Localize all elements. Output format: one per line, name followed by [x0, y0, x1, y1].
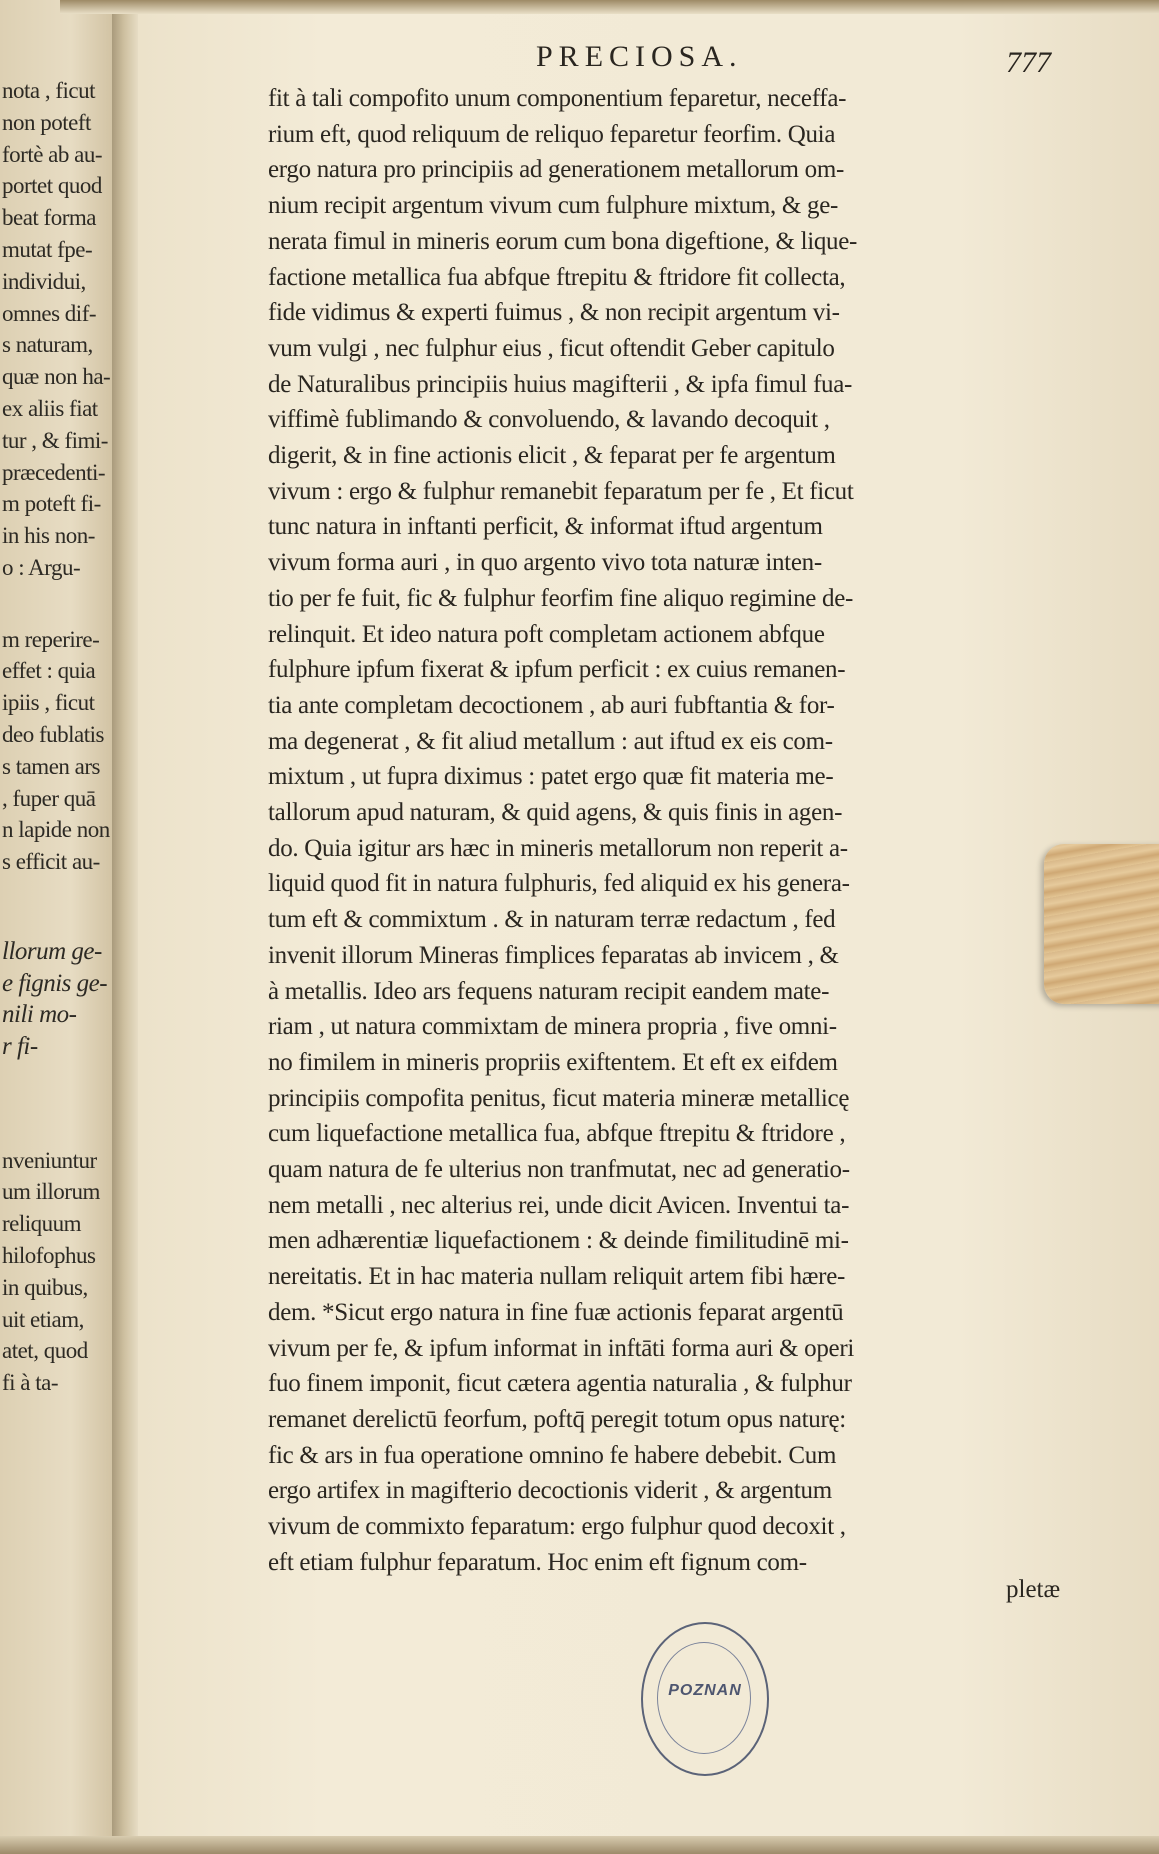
facing-page-line: , fuper quā [2, 785, 96, 811]
text-line: ma degenerat , & fit aliud metallum : aut iftud ex eis com- [268, 727, 833, 755]
facing-page-line: portet quod [2, 173, 102, 199]
facing-page-line: ipiis , ficut [2, 690, 95, 716]
text-line: ergo artifex in magifterio decoctionis viderit , & argentum [268, 1477, 832, 1505]
text-line: vivum per fe, & ipfum informat in inftāti forma auri & operi [268, 1334, 855, 1362]
page-top-edge [60, 0, 1159, 14]
text-line: digerit, & in fine actionis elicit , & feparat per fe argentum [268, 442, 836, 469]
text-line: principiis compofita penitus, ficut materia mineræ metallicę [268, 1084, 850, 1112]
text-line: cum liquefactione metallica fua, abfque ftrepitu & ftridore , [268, 1120, 846, 1148]
text-line: relinquit. Et ideo natura poft completam actionem abfque [268, 620, 825, 648]
facing-page-line: præcedenti- [2, 459, 106, 485]
page-number: 777 [1006, 46, 1051, 79]
facing-page-line: uit etiam, [2, 1306, 84, 1332]
facing-page-line: non poteft [2, 109, 91, 135]
facing-page-line: effet : quia [2, 658, 96, 684]
facing-page-line: hilofophus [2, 1243, 96, 1268]
text-line: fide vidimus & experti fuimus , & non recipit argentum vi- [268, 299, 840, 327]
text-line: fit à tali compofito unum componentium feparetur, neceffa- [268, 85, 847, 112]
stamp-text: POZNAN [668, 1682, 742, 1699]
text-line: vivum : ergo & fulphur remanebit feparatum per fe , Et ficut [268, 477, 854, 505]
facing-page-line: beat forma [2, 205, 96, 231]
text-line: eft etiam fulphur feparatum. Hoc enim eft fignum com- [268, 1548, 807, 1576]
text-line: tallorum apud naturam, & quid agens, & quis finis in agen- [268, 799, 843, 826]
text-line: nem metalli , nec alterius rei, unde dicit Avicen. Inventui ta- [268, 1191, 850, 1219]
text-line: men adhærentiæ liquefactionem : & deinde fimilitudinē mi- [268, 1227, 849, 1255]
facing-page-line: nota , ficut [2, 78, 95, 103]
text-line: dem. *Sicut ergo natura in fine fuæ actionis feparat argentū [268, 1298, 844, 1326]
wooden-bookmark [1044, 844, 1159, 1004]
facing-page-line: m poteft fi- [2, 491, 101, 517]
text-line: do. Quia igitur ars hæc in mineris metallorum non reperit a- [268, 834, 848, 862]
text-line: vivum de commixto feparatum: ergo fulphur quod decoxit , [268, 1513, 846, 1540]
facing-page-line: um illorum [2, 1179, 100, 1205]
text-line: à metallis. Ideo ars fequens naturam recipit eandem mate- [268, 977, 830, 1005]
facing-page-line: s naturam, [2, 332, 93, 358]
text-line: liquid quod fit in natura fulphuris, fed aliquid ex his genera- [268, 870, 850, 898]
library-stamp [641, 1622, 769, 1776]
text-line: fuo finem imponit, ficut cætera agentia naturalia , & fulphur [268, 1370, 852, 1398]
facing-page-line: s efficit au- [2, 849, 100, 875]
text-line: fic & ars in fua operatione omnino fe habere debebit. Cum [268, 1441, 837, 1469]
facing-page-line: quæ non ha- [2, 364, 111, 390]
text-line: tia ante completam decoctionem , ab auri fubftantia & for- [268, 691, 835, 719]
text-line: vivum forma auri , in quo argento vivo tota naturæ inten- [268, 549, 822, 577]
facing-page-line: s tamen ars [2, 753, 100, 779]
text-line: nereitatis. Et in hac materia nullam reliquit artem fibi hære- [268, 1263, 846, 1291]
text-line: no fimilem in mineris propriis exiftentem. Et eft ex eifdem [268, 1048, 838, 1076]
text-line: ergo natura pro principiis ad generationem metallorum om- [268, 156, 845, 184]
facing-page-line: in quibus, [2, 1274, 88, 1300]
facing-page-line: atet, quod [2, 1338, 88, 1364]
facing-page-line: reliquum [2, 1211, 82, 1237]
text-line: viffimè fublimando & convoluendo, & lavando decoquit , [268, 406, 830, 434]
text-line: factione metallica fua abfque ftrepitu & ftridore fit collecta, [268, 263, 846, 291]
text-line: fulphure ipfum fixerat & ipfum perficit : ex cuius remanen- [268, 656, 846, 684]
facing-page-line: omnes dif- [2, 300, 97, 326]
facing-page-line: fi à ta- [2, 1370, 59, 1396]
catchword: pletæ [1006, 1576, 1061, 1603]
facing-page-line: deo fublatis [2, 722, 104, 747]
text-line: tio per fe fuit, fic & fulphur feorfim fine aliquo regimine de- [268, 584, 854, 612]
facing-page-line: o : Argu- [2, 555, 81, 580]
text-line: mixtum , ut fupra diximus : patet ergo quæ fit materia me- [268, 763, 834, 791]
facing-page-line: nili mo- [2, 1001, 77, 1029]
book-gutter [112, 0, 138, 1854]
text-line: tum eft & commixtum . & in naturam terræ redactum , fed [268, 906, 836, 934]
text-line: riam , ut natura commixtam de minera propria , five omni- [268, 1013, 837, 1041]
facing-page-line: tur , & fimi- [2, 427, 108, 453]
text-line: tunc natura in inftanti perficit, & informat iftud argentum [268, 513, 823, 541]
facing-page-line: m reperire- [2, 626, 100, 652]
facing-page-line: ex aliis fiat [2, 396, 98, 421]
facing-page-line: llorum ge- [2, 937, 102, 965]
page-bottom-edge [0, 1836, 1159, 1854]
text-line: quam natura de fe ulterius non tranfmutat, nec ad generatio- [268, 1156, 850, 1183]
text-line: nium recipit argentum vivum cum fulphure mixtum, & ge- [268, 192, 839, 220]
facing-page-line: individui, [2, 268, 86, 294]
facing-page-line: fortè ab au- [2, 141, 102, 167]
text-line: vum vulgi , nec fulphur eius , ficut oftendit Geber capitulo [268, 334, 835, 362]
text-line: nerata fimul in mineris eorum cum bona digeftione, & lique- [268, 227, 858, 255]
facing-page-line: mutat fpe- [2, 237, 93, 262]
facing-page-line: r fi- [2, 1033, 38, 1061]
facing-page-line: in his non- [2, 523, 95, 549]
facing-page-fragment [0, 0, 118, 1854]
facing-page-line: e fignis ge- [2, 969, 108, 997]
text-line: de Naturalibus principiis huius magifterii , & ipfa fimul fua- [268, 370, 853, 398]
text-line: rium eft, quod reliquum de reliquo feparetur feorfim. Quia [268, 120, 836, 148]
running-head: PRECIOSA. [536, 40, 743, 73]
text-line: invenit illorum Mineras fimplices feparatas ab invicem , & [268, 941, 839, 969]
facing-page-line: nveniuntur [2, 1147, 97, 1173]
text-line: remanet derelictū feorfum, poftq̄ peregit totum opus naturę: [268, 1405, 846, 1433]
facing-page-line: n lapide non [2, 817, 110, 843]
page [138, 0, 1159, 1854]
